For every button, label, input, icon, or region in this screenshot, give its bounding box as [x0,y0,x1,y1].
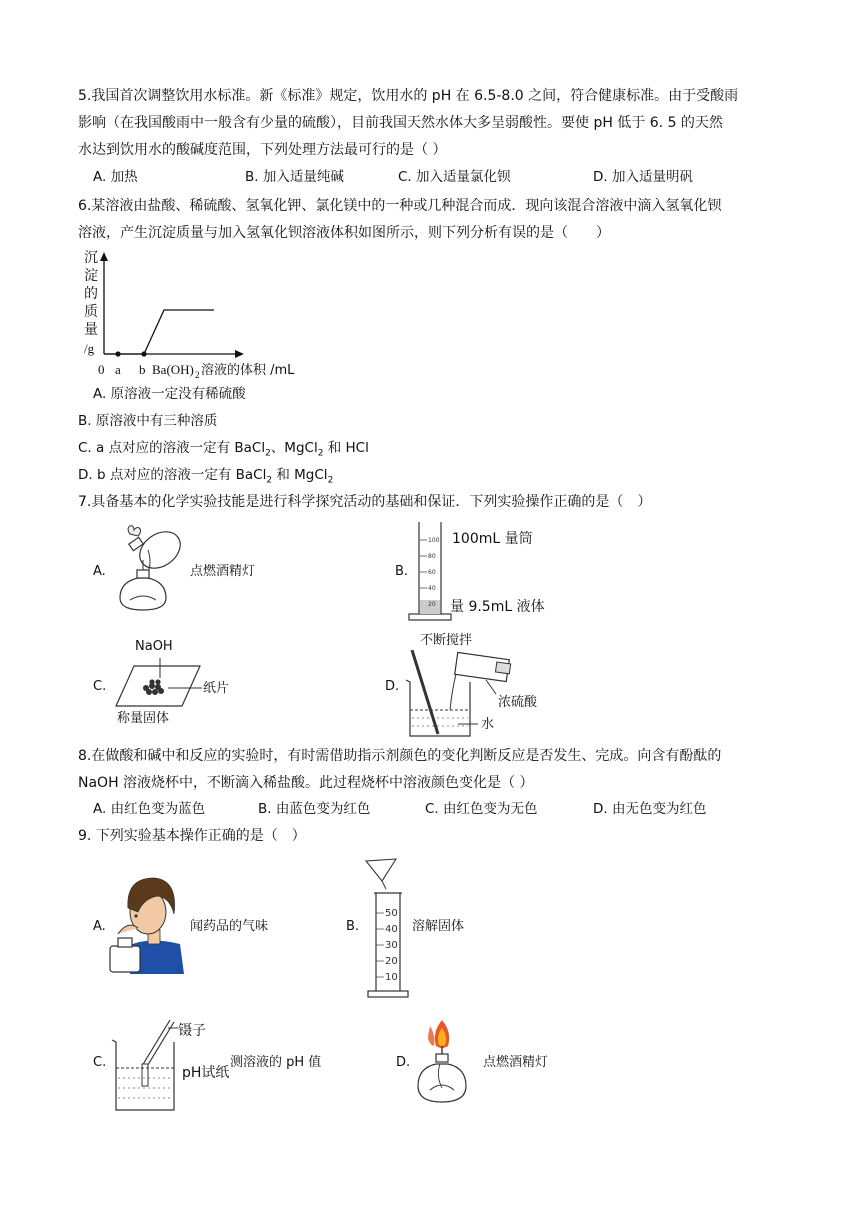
svg-text:20: 20 [385,956,398,967]
q9-line-1: 9. 下列实验基本操作正确的是（ ） [78,828,306,844]
q7-c-letter: C. [93,679,107,694]
graph-ylabel-4: 质 [84,304,98,320]
svg-text:100: 100 [428,537,440,544]
q7-d-top-label: 不断搅拌 [420,633,473,648]
q9-d-letter: D. [396,1055,411,1070]
q9-c-figure [108,1016,188,1116]
q9-c-caption: 测溶液的 pH 值 [230,1055,322,1070]
q5-line-2: 影响（在我国酸雨中一般含有少量的硫酸），目前我国天然水体大多呈弱酸性。要使 pH 低于 6. 5 的天然 [78,115,723,131]
q7-d-right-label2: 水 [481,717,495,732]
q6-option-b: B. 原溶液中有三种溶质 [78,413,218,429]
q9-a-caption: 闻药品的气味 [190,919,269,934]
graph-ylabel-1: 沉 [84,250,98,266]
q8-option-b: B. 由蓝色变为红色 [258,801,371,817]
q9-c-letter: C. [93,1055,107,1070]
q7-c-right-label: 纸片 [203,681,230,696]
svg-text:30: 30 [385,940,398,951]
q6-option-c: C. a 点对应的溶液一定有 BaCl$_2$、MgCl$_2$ 和 HCl [78,440,369,459]
q5-option-b: B. 加入适量纯碱 [245,169,344,185]
q5-line-3: 水达到饮用水的酸碱度范围，下列处理方法最可行的是（ ） [78,142,447,158]
q7-b-figure [405,518,455,624]
q6-option-d: D. b 点对应的溶液一定有 BaCl$_2$ 和 MgCl$_2$ [78,467,334,486]
q5-option-a: A. 加热 [93,169,138,185]
graph-point-b [141,351,146,356]
q9-b-caption: 溶解固体 [412,919,465,934]
graph-label-a: a [115,362,121,377]
graph-origin: 0 [98,362,105,377]
svg-text:50: 50 [385,908,398,919]
q8-option-d: D. 由无色变为红色 [593,801,707,817]
q5-option-d: D. 加入适量明矾 [593,169,693,185]
graph-curve [104,310,214,354]
q9-d-caption: 点燃酒精灯 [483,1055,549,1070]
svg-text:40: 40 [428,585,436,592]
q6-line-1: 6.某溶液由盐酸、稀硫酸、氢氧化钾、氯化镁中的一种或几种混合而成．现向该混合溶液中滴入氢氧化钡 [78,198,722,214]
svg-text:10: 10 [385,972,398,983]
graph-xlabel-chem: Ba(OH) [152,362,194,377]
graph-label-b: b [139,362,146,377]
graph-x-arrow [235,350,244,358]
q7-line-1: 7.具备基本的化学实验技能是进行科学探究活动的基础和保证．下列实验操作正确的是（ ） [78,494,652,510]
graph-point-a [115,351,120,356]
q6-graph [78,244,338,382]
q7-c-top-label: NaOH [135,639,173,654]
svg-text:20: 20 [428,601,436,608]
q7-a-caption: 点燃酒精灯 [190,564,256,579]
q7-b-caption-bottom: 量 9.5mL 液体 [450,599,545,615]
q9-d-figure [412,1014,472,1114]
q5-line-1: 5.我国首次调整饮用水标准。新《标准》规定，饮用水的 pH 在 6.5-8.0 之间，符合健康标准。由于受酸雨 [78,88,739,104]
graph-xlabel-sub: 2 [195,370,200,380]
q9-a-figure [108,868,188,974]
q9-c-label1: 镊子 [178,1023,206,1039]
q6-line-2: 溶液，产生沉淀质量与加入氢氧化钡溶液体积如图所示，则下列分析有误的是（ ） [78,225,610,241]
q7-b-letter: B. [395,564,409,579]
q8-option-c: C. 由红色变为无色 [425,801,538,817]
q7-a-figure [108,520,198,618]
svg-text:40: 40 [385,924,398,935]
q7-c-bottom-label: 称量固体 [117,711,170,726]
q8-line-2: NaOH 溶液烧杯中，不断滴入稀盐酸。此过程烧杯中溶液颜色变化是（ ） [78,775,534,791]
q9-b-letter: B. [346,919,360,934]
q7-a-letter: A. [93,564,106,579]
svg-text:60: 60 [428,569,436,576]
q6-option-a: A. 原溶液一定没有稀硫酸 [93,386,246,402]
q7-c-figure [108,656,208,714]
graph-xlabel-text: 溶液的体积 /mL [201,363,295,378]
q8-line-1: 8.在做酸和碱中和反应的实验时，有时需借助指示剂颜色的变化判断反应是否发生、完成。向含有酚酞的 [78,748,722,764]
graph-ylabel-unit: /g [84,341,95,356]
q7-b-caption-top: 100mL 量筒 [452,531,533,547]
q9-c-label2: pH试纸 [182,1065,230,1081]
q7-d-letter: D. [385,679,400,694]
q5-option-c: C. 加入适量氯化钡 [398,169,511,185]
graph-ylabel-3: 的 [84,286,98,302]
svg-text:80: 80 [428,553,436,560]
graph-ylabel-5: 量 [84,322,98,338]
graph-ylabel-2: 淀 [84,268,98,284]
q7-d-right-label1: 浓硫酸 [498,695,538,710]
q9-a-letter: A. [93,919,106,934]
q8-option-a: A. 由红色变为蓝色 [93,801,206,817]
graph-y-arrow [100,252,108,261]
